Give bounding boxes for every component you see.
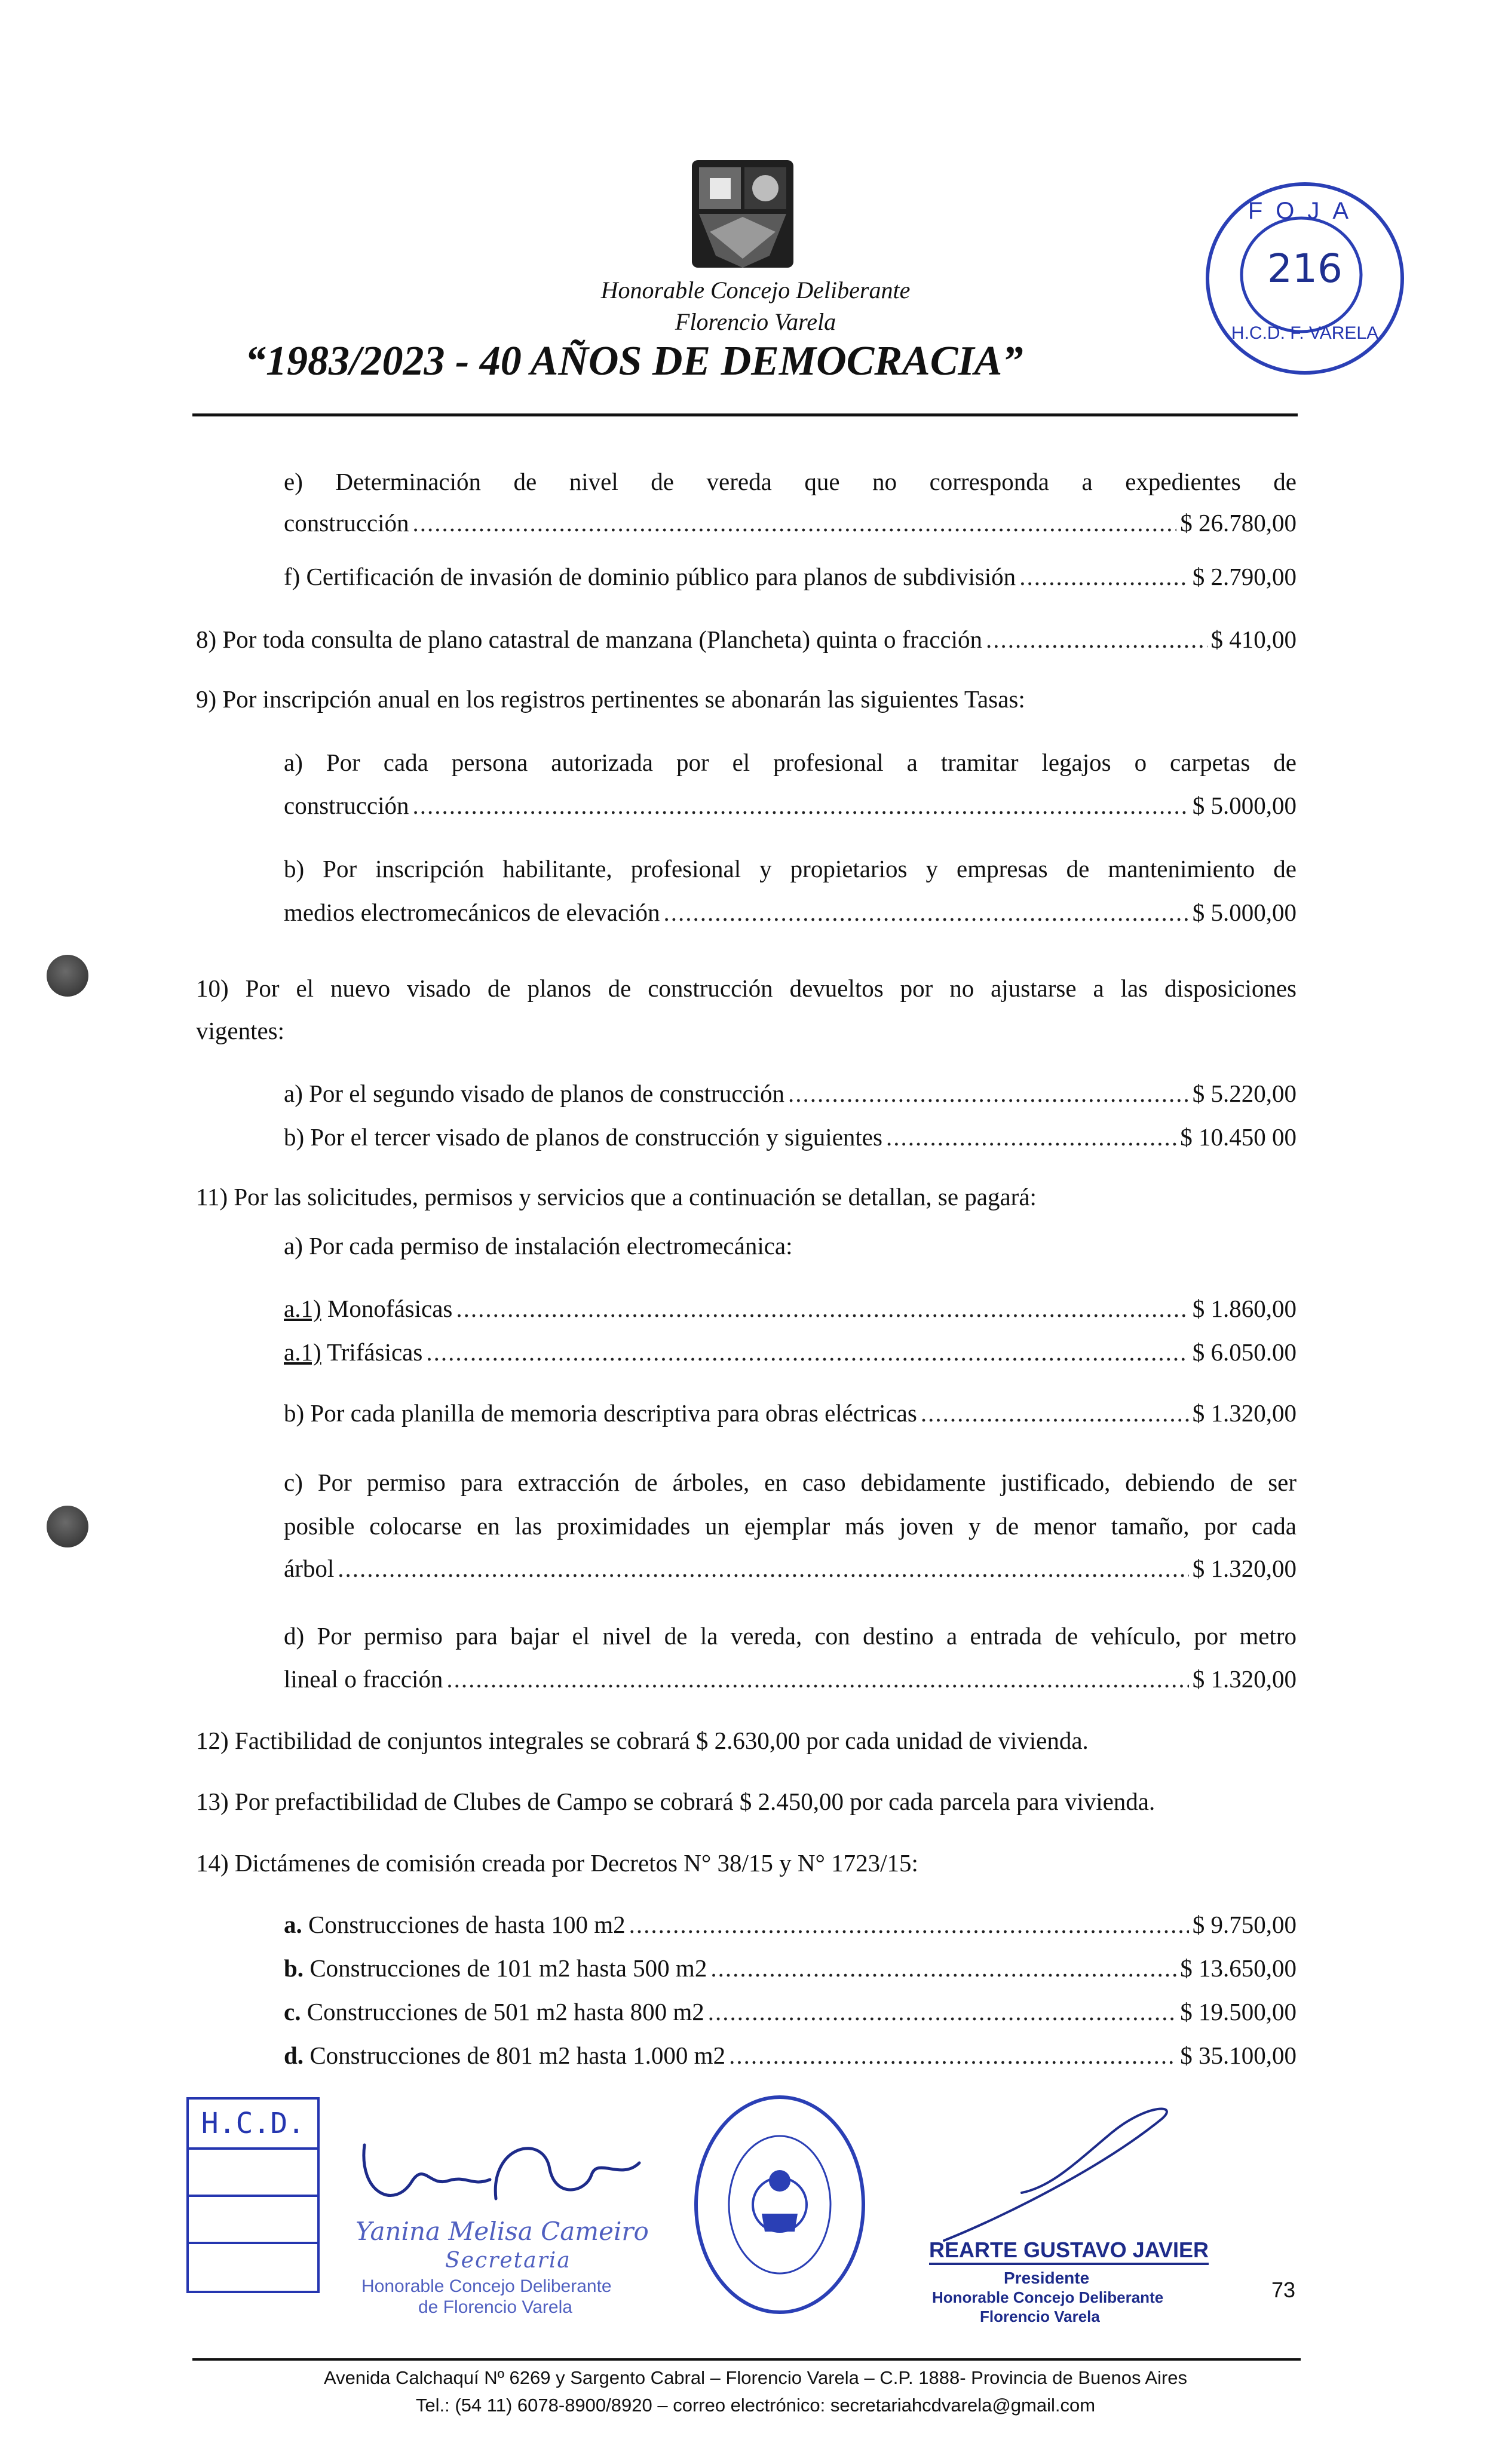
item-11d-label: lineal o fracción [284, 1665, 443, 1693]
item-f-label: f) Certificación de invasión de dominio público para planos de subdivisión [284, 563, 1016, 590]
item-9a-text: a) Por cada persona autorizada por el profesional a tramitar legajos o carpetas de [284, 749, 1297, 776]
item-11a2-code: a.1) [284, 1338, 321, 1366]
item-14d-line [284, 2040, 1297, 2070]
punch-hole-top [47, 955, 88, 997]
item-14a-amount: $ 9.750,00 [1192, 1911, 1297, 1938]
item-11a2-amount: $ 6.050.00 [1192, 1338, 1297, 1366]
item-11b-amount: $ 1.320,00 [1192, 1399, 1297, 1427]
item-9b-amount: $ 5.000,00 [1192, 899, 1297, 926]
item-9-text: 9) Por inscripción anual en los registros pertinentes se abonarán las siguientes Tasas: [196, 685, 1025, 713]
item-14b-amount: $ 13.650,00 [1180, 1954, 1297, 1982]
punch-hole-bottom [47, 1506, 88, 1547]
item-11a-text: a) Por cada permiso de instalación electromecánica: [284, 1232, 793, 1259]
item-10b-amount: $ 10.450 00 [1180, 1123, 1297, 1151]
hcd-box [186, 2097, 320, 2293]
item-9b-text: b) Por inscripción habilitante, profesional y propietarios y empresas de mantenimiento de [284, 855, 1297, 882]
item-10-text2: vigentes: [196, 1017, 285, 1044]
item-10b-label: b) Por el tercer visado de planos de construcción y siguientes [284, 1123, 882, 1151]
item-e-amount: $ 26.780,00 [1180, 509, 1297, 537]
item-11c-amount: $ 1.320,00 [1192, 1555, 1297, 1582]
item-14c-amount: $ 19.500,00 [1180, 1998, 1297, 2025]
foja-stamp-top: FOJA [1248, 198, 1362, 224]
signature-left-org2: de Florencio Varela [418, 2297, 572, 2317]
item-9a-label: construcción [284, 792, 409, 819]
org-name-line1: Honorable Concejo Deliberante [600, 277, 911, 304]
item-14a-line [284, 1910, 1297, 1939]
item-14-text: 14) Dictámenes de comisión creada por Decretos N° 38/15 y N° 1723/15: [196, 1849, 918, 1877]
item-10b-line [284, 1122, 1297, 1152]
item-11b-label: b) Por cada planilla de memoria descriptiva para obras eléctricas [284, 1399, 917, 1427]
item-10a-amount: $ 5.220,00 [1192, 1080, 1297, 1107]
footer-contact: Tel.: (54 11) 6078-8900/8920 – correo electrónico: secretariahcdvarela@gmail.com [415, 2395, 1096, 2416]
item-10a-line [284, 1078, 1297, 1108]
item-8-line [196, 624, 1297, 654]
signature-right-scribble [932, 2097, 1183, 2252]
motto-title: “1983/2023 - 40 AÑOS DE DEMOCRACIA” [245, 338, 1023, 384]
item-f-amount: $ 2.790,00 [1192, 563, 1297, 590]
item-14c-code: c. [284, 1998, 301, 2025]
item-11a1-code: a.1) [284, 1295, 321, 1322]
item-14c-label: Construcciones de 501 m2 hasta 800 m2 [301, 1998, 704, 2025]
item-10-text: 10) Por el nuevo visado de planos de construcción devueltos por no ajustarse a las disposiciones [196, 974, 1297, 1002]
item-11a2-line [284, 1337, 1297, 1367]
item-11a1-line [284, 1294, 1297, 1323]
signature-right-name: REARTE GUSTAVO JAVIER [929, 2238, 1209, 2265]
item-11a1-label: Monofásicas [321, 1295, 453, 1322]
item-9a-line [284, 790, 1297, 820]
org-name-line2: Florencio Varela [675, 308, 836, 335]
item-10a-label: a) Por el segundo visado de planos de construcción [284, 1080, 785, 1107]
item-11d-line [284, 1664, 1297, 1694]
item-9a-amount: $ 5.000,00 [1192, 792, 1297, 819]
signature-right-org2: Florencio Varela [980, 2307, 1100, 2325]
signature-left-org1: Honorable Concejo Deliberante [361, 2276, 612, 2296]
item-e-text: e) Determinación de nivel de vereda que no corresponda a expedientes de [284, 468, 1297, 495]
item-11c-label: árbol [284, 1555, 335, 1582]
signature-right-role: Presidente [1004, 2269, 1090, 2287]
item-11a2-label: Trifásicas [321, 1338, 423, 1366]
header-rule [192, 413, 1298, 416]
item-11-text: 11) Por las solicitudes, permisos y servicios que a continuación se detallan, se pagará: [196, 1183, 1037, 1210]
item-9b-line [284, 897, 1297, 927]
page-number: 73 [1271, 2278, 1296, 2302]
item-11b-line [284, 1398, 1297, 1428]
item-11c-text2: posible colocarse en las proximidades un ejemplar más joven y de menor tamaño, por cada [284, 1512, 1297, 1540]
item-11d-text1: d) Por permiso para bajar el nivel de la vereda, con destino a entrada de vehículo, por metro [284, 1622, 1297, 1650]
item-14d-amount: $ 35.100,00 [1180, 2042, 1297, 2069]
signature-left-name: Yanina Melisa Cameiro [355, 2217, 649, 2246]
item-11c-text1: c) Por permiso para extracción de árboles, en caso debidamente justificado, debiendo de ser [284, 1469, 1297, 1496]
item-14a-label: Construcciones de hasta 100 m2 [302, 1911, 626, 1938]
foja-stamp-number: 216 [1267, 246, 1343, 292]
item-14b-code: b. [284, 1954, 304, 1982]
item-11a1-amount: $ 1.860,00 [1192, 1295, 1297, 1322]
footer-rule [192, 2358, 1301, 2361]
item-14a-code: a. [284, 1911, 302, 1938]
foja-stamp [1206, 182, 1404, 375]
coat-of-arms-logo [686, 154, 799, 280]
item-14b-line [284, 1953, 1297, 1983]
item-11d-amount: $ 1.320,00 [1192, 1665, 1297, 1693]
item-14b-label: Construcciones de 101 m2 hasta 500 m2 [304, 1954, 707, 1982]
footer-address: Avenida Calchaquí Nº 6269 y Sargento Cabral – Florencio Varela – C.P. 1888- Provincia de Buenos Aires [323, 2367, 1188, 2388]
signature-right-org1: Honorable Concejo Deliberante [932, 2288, 1164, 2306]
item-11c-line [284, 1553, 1297, 1583]
signature-left-role: Secretaria [445, 2248, 571, 2273]
item-8-label: 8) Por toda consulta de plano catastral de manzana (Plancheta) quinta o fracción [196, 626, 983, 653]
foja-stamp-bottom: H.C.D. F. VARELA [1231, 323, 1379, 343]
item-e-line [284, 508, 1297, 538]
hcd-box-label: H.C.D. [189, 2100, 317, 2150]
center-seal [687, 2085, 872, 2324]
item-e-label: construcción [284, 509, 409, 537]
item-f-line [284, 562, 1297, 592]
item-8-amount: $ 410,00 [1210, 626, 1297, 653]
item-14c-line [284, 1997, 1297, 2027]
item-12-text: 12) Factibilidad de conjuntos integrales se cobrará $ 2.630,00 por cada unidad de vivienda. [196, 1727, 1089, 1754]
signature-left-scribble [347, 2109, 681, 2229]
item-14d-code: d. [284, 2042, 304, 2069]
item-9b-label: medios electromecánicos de elevación [284, 899, 660, 926]
item-13-text: 13) Por prefactibilidad de Clubes de Campo se cobrará $ 2.450,00 por cada parcela para vivienda. [196, 1788, 1156, 1815]
item-14d-label: Construcciones de 801 m2 hasta 1.000 m2 [304, 2042, 726, 2069]
